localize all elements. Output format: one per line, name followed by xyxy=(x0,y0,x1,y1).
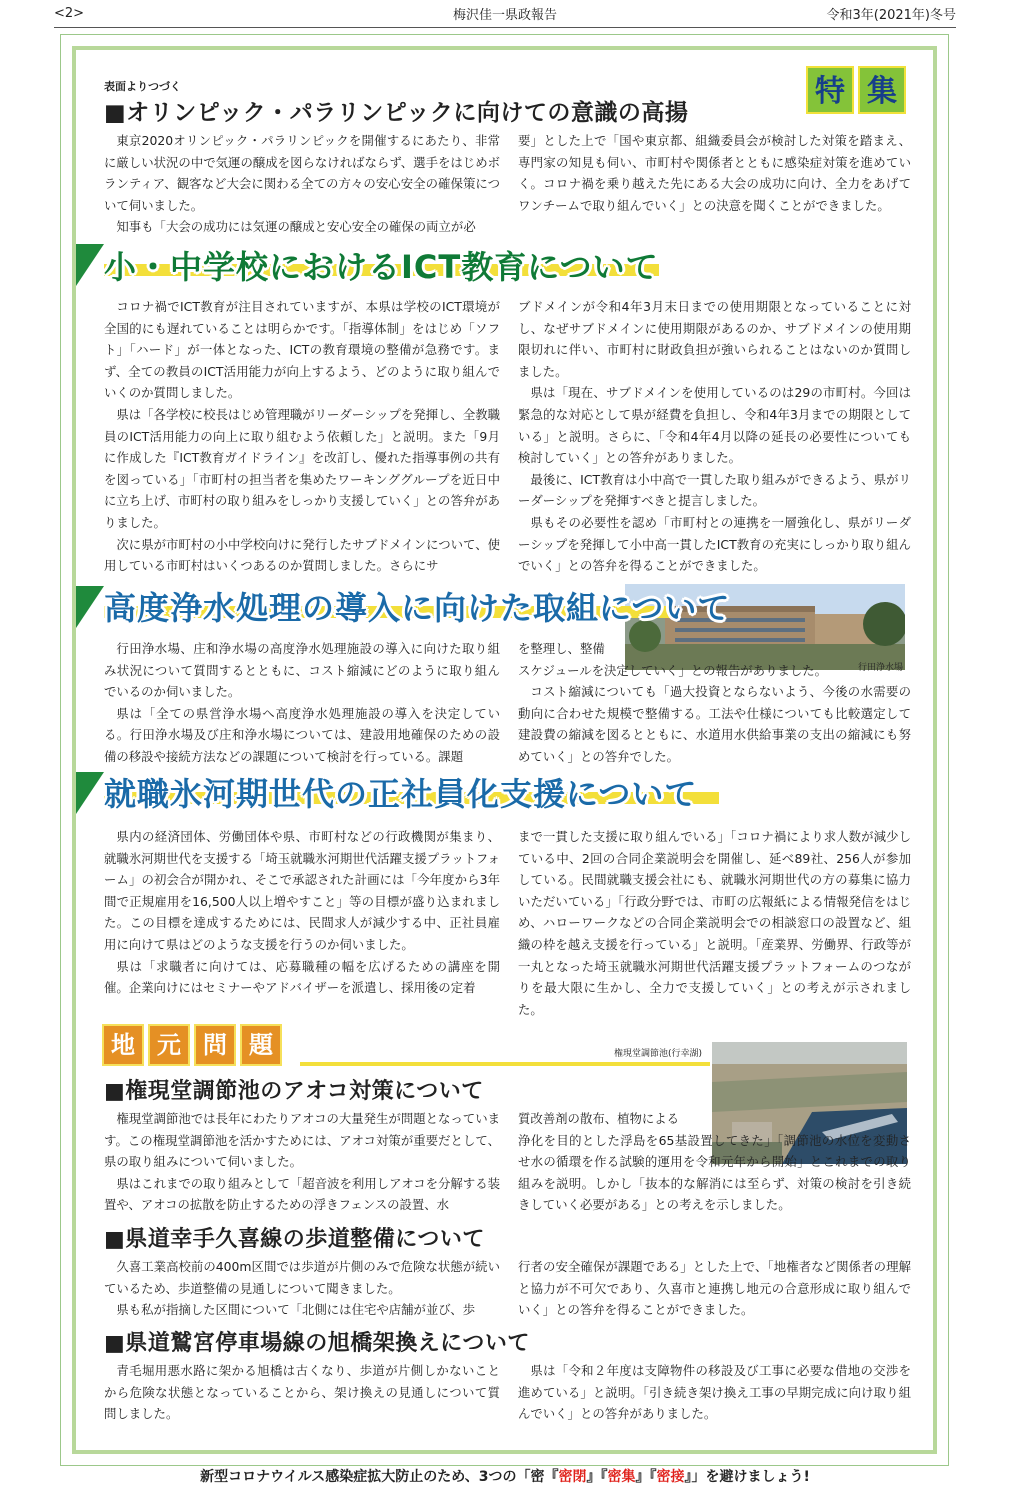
ict-title: 小・中学校におけるICT教育について xyxy=(104,248,659,286)
paragraph: 県は「求職者に向けては、応募職種の幅を広げるための講座を開催。企業向けにはセミナーやアドバイザーを派遣し、採用後の定着 xyxy=(104,958,500,996)
newsletter-title: 梅沢佳一県政報告 xyxy=(452,7,557,23)
olympic-title: ■オリンピック・パラリンピックに向けての意識の高揚 xyxy=(104,100,689,126)
paragraph: まで一貫した支援に取り組んでいる」「コロナ禍により求人数が減少している中、2回の合同企業説明会を開催し、延べ89社、256人が参加している。民間就職支援会社にも、就職氷河期世代の方の募集に協力いただいている」「行政分野では、市町の広報紙による情報発信をはじめ、ハローワークなどの合同企業説明会での相談窓口の設置など、組織の枠を越え支援を行っている」と説明。「産業界、労働界、行政等が一丸となった埼玉就職氷河期世代活躍支援プラットフォームのつながりを最大限に生かし、全力で支援していく」との考えが示されました。 xyxy=(518,829,911,1017)
olympic-left-column xyxy=(104,130,500,238)
badge-char: 問 xyxy=(194,1024,236,1066)
paragraph: 県はこれまでの取り組みとして「超音波を利用しアオコを分解する装置や、アオコの拡散を防止するための浮きフェンスの設置、水 xyxy=(104,1175,500,1213)
ict-right-column xyxy=(518,296,911,577)
aoko-title: ■権現堂調節池のアオコ対策について xyxy=(104,1079,484,1104)
water-title: 高度浄水処理の導入に向けた取組について xyxy=(104,589,731,627)
water-left-column xyxy=(104,638,500,768)
issue-date: 令和3年(2021年)冬号 xyxy=(826,7,956,23)
paragraph: 県は「全ての県営浄水場へ高度浄水処理施設の導入を決定している。行田浄水場及び庄和浄水場については、建設用地確保のための設備の移設や接続方法などの課題について検討を行っている。課題 xyxy=(104,705,500,764)
aoko-right-column xyxy=(518,1108,911,1216)
olympic-right-column xyxy=(518,130,911,216)
paragraph: 質改善剤の散布、植物による xyxy=(518,1111,680,1126)
section-corner xyxy=(76,586,104,628)
paragraph: 浄化を目的とした浮島を65基設置してきた」「調節池の水位を変動させ水の循環を作る試験的運用を令和元年から開始」とこれまでの取り組みを説明。しかし「抜本的な解消には至らず、対策の検討を引き続きしていく必要がある」との考えを示しました。 xyxy=(518,1132,911,1213)
paragraph: コスト縮減についても「過大投資とならないよう、今後の水需要の動向に合わせた規模で整備する。工法や仕様についても比較選定して建設費の縮減を図るとともに、水道用水供給事業の支出の縮減にも努めていく」との答弁でした。 xyxy=(518,684,911,764)
water-right-column xyxy=(518,638,911,768)
paragraph: 青毛堀用悪水路に架かる旭橋は古くなり、歩道が片側しかないことから危険な状態となっていることから、架け換えの見通しについて質問しました。 xyxy=(104,1363,500,1422)
paragraph: 県内の経済団体、労働団体や県、市町村などの行政機関が集まり、就職氷河期世代を支援する「埼玉就職氷河期世代活躍支援プラットフォーム」の初会合が開かれ、そこで承認された計画には「今年度から3年間で正規雇用を16,500人以上増やすこと」等の目標が盛り込まれました。この目標を達成するためには、民間求人が減少する中、正社員雇用に向けて県はどのような支援を行うのか伺いました。 xyxy=(104,829,500,952)
paragraph: 行田浄水場、庄和浄水場の高度浄水処理施設の導入に向けた取り組み状況について質問するとともに、コスト縮減にどのように取り組んでいるのか伺いました。 xyxy=(104,641,500,700)
page-header xyxy=(54,0,956,26)
footer-slogan: 新型コロナウイルス感染症拡大防止のため、3つの「密『密閉』『密集』『密接』」を避けましょう! xyxy=(200,1469,810,1485)
ict-left-column xyxy=(104,296,500,577)
paragraph: 県もその必要性を認め「市町村との連携を一層強化し、県がリーダーシップを発揮して小中高一貫したICT教育の充実にしっかり取り組んでいく」との答弁を得ることができました。 xyxy=(518,514,911,574)
paragraph: コロナ禍でICT教育が注目されていますが、本県は学校のICT環境が全国的にも遅れていることは明らかです。「指導体制」をはじめ「ソフト」「ハード」が一体となった、ICTの教育環境の整備が急務です。まず、全ての教員のICT活用能力が向上するよう、どのように取り組んでいくのか質問しました。 xyxy=(104,299,500,401)
bridge-left-column xyxy=(104,1360,500,1425)
paragraph: 知事も「大会の成功には気運の醸成と安心安全の確保の両立が必 xyxy=(116,219,476,235)
employment-title: 就職氷河期世代の正社員化支援について xyxy=(104,775,698,813)
bridge-right-column xyxy=(518,1360,911,1425)
special-feature-badge xyxy=(806,66,906,114)
badge-char: 元 xyxy=(148,1024,190,1066)
badge-char: 地 xyxy=(102,1024,144,1066)
paragraph: 最後に、ICT教育は小中高で一貫した取り組みができるよう、県がリーダーシップを発揮すべきと提言しました。 xyxy=(518,471,911,509)
paragraph: 要」とした上で「国や東京都、組織委員会が検討した対策を踏まえ、専門家の知見も伺い、市町村や関係者とともに感染症対策を進めていく。コロナ禍を乗り越えた先にある大会の成功に向け、全力をあげてワンチームで取り組んでいく」との決意を聞くことができました。 xyxy=(518,133,911,213)
photo-caption: 権現堂調節池(行幸湖) xyxy=(614,1049,703,1059)
local-issues-rule xyxy=(300,1062,710,1066)
employment-left-column xyxy=(104,826,500,999)
paragraph: スケジュールを決定していく」との報告がありました。 xyxy=(518,662,828,678)
paragraph: 県は「現在、サブドメインを使用しているのは29の市町村。今回は緊急的な対応として県が経費を負担し、令和4年3月までの期限としている」と説明。さらに、「令和4年4月以降の延長の必要性についても検討していく」との答弁がありました。 xyxy=(518,385,911,466)
road-title: ■県道幸手久喜線の歩道整備について xyxy=(104,1227,485,1252)
paragraph: 県は「各学校に校長はじめ管理職がリーダーシップを発揮し、全教職員のICT活用能力の向上に取り組むよう依頼した」と説明。また「9月に作成した『ICT教育ガイドライン』を改訂し、優れた指導事例の共有を図っている」「市町村の担当者を集めたワーキンググループを近日中に立ち上げ、市町村の取り組みをしっかり支援していく」との答弁がありました。 xyxy=(104,406,501,530)
road-right-column xyxy=(518,1256,911,1321)
local-issues-badge xyxy=(102,1024,282,1066)
badge-char: 題 xyxy=(240,1024,282,1066)
paragraph: 東京2020オリンピック・パラリンピックを開催するにあたり、非常に厳しい状況の中で気運の醸成を図らなければならず、選手をはじめボランティア、観客など大会に関わる全ての方々の安心安全の確保策について伺いました。 xyxy=(104,133,500,213)
section-corner xyxy=(76,244,104,286)
bridge-title: ■県道鷲宮停車場線の旭橋架換えについて xyxy=(104,1331,530,1356)
employment-right-column xyxy=(518,826,911,1020)
continued-label: 表面よりつづく xyxy=(104,80,181,93)
aoko-left-column xyxy=(104,1108,500,1216)
paragraph: ブドメインが令和4年3月末日までの使用期限となっていることに対し、なぜサブドメインに使用期限があるのか、サブドメインの使用期限切れに伴い、市町村に財政負担が強いられることはないのか質問しました。 xyxy=(518,299,911,379)
paragraph: 県も私が指摘した区間について「北側には住宅や店舗が並び、歩 xyxy=(116,1302,475,1318)
badge-char: 集 xyxy=(858,66,906,114)
paragraph: 次に県が市町村の小中学校向けに発行したサブドメインについて、使用している市町村はいくつあるのか質問しました。さらにサ xyxy=(104,536,500,574)
paragraph: 県は「令和２年度は支障物件の移設及び工事に必要な借地の交渉を進めている」と説明。「引き続き架け換え工事の早期完成に向け取り組んでいく」との答弁がありました。 xyxy=(518,1363,911,1422)
badge-char: 特 xyxy=(806,66,854,114)
road-left-column xyxy=(104,1256,500,1321)
paragraph: を整理し、整備 xyxy=(518,641,605,656)
header-rule xyxy=(54,27,956,28)
paragraph: 権現堂調節池では長年にわたりアオコの大量発生が問題となっています。この権現堂調節池を活かすためには、アオコ対策が重要だとして、県の取り組みについて伺いました。 xyxy=(104,1111,500,1170)
page-number: <2> xyxy=(54,5,85,21)
section-corner xyxy=(76,772,104,814)
paragraph: 久喜工業高校前の400m区間では歩道が片側のみで危険な状態が続いているため、歩道整備の見通しについて聞きました。 xyxy=(104,1259,500,1296)
photo-caption: 行田浄水場 xyxy=(858,663,904,673)
paragraph: 行者の安全確保が課題である」とした上で、「地権者など関係者の理解と協力が不可欠であり、久喜市と連携し地元の合意形成に取り組んでいく」との答弁を得ることができました。 xyxy=(518,1259,911,1318)
